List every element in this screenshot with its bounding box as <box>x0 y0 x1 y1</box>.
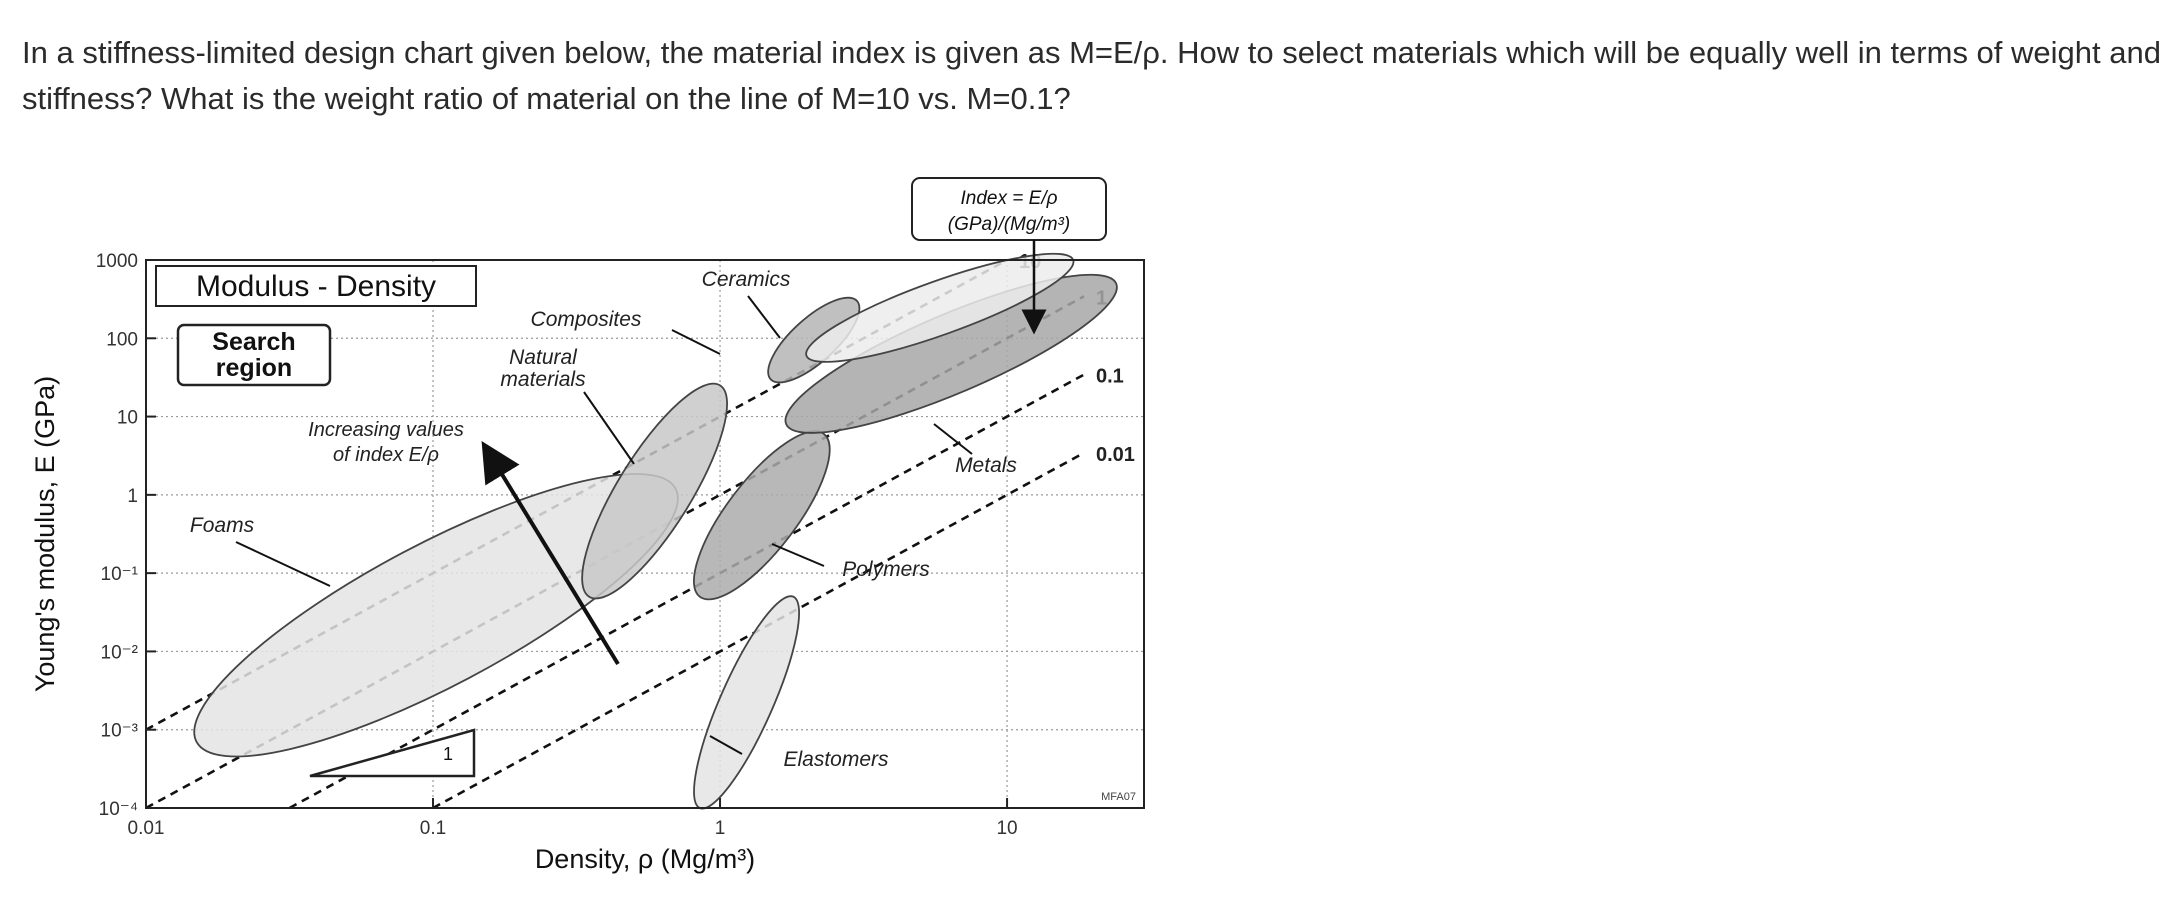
label-foams: Foams <box>189 514 255 537</box>
y-tick-label-5: 10⁻² <box>100 642 138 664</box>
search-region-line1: Search <box>212 328 296 356</box>
label-natural-line1: Natural <box>509 346 577 369</box>
slope-label: 1 <box>442 744 454 764</box>
index-line-label-0-01: 0.01 <box>1096 443 1135 466</box>
label-elastomers: Elastomers <box>783 748 889 771</box>
y-tick-label-0: 1000 <box>95 251 138 272</box>
index-line-label-0-1: 0.1 <box>1096 365 1124 388</box>
label-ceramics: Ceramics <box>701 268 791 291</box>
x-tick-label-10: 10 <box>996 818 1018 839</box>
label-composites: Composites <box>530 308 642 331</box>
label-metals: Metals <box>955 454 1017 477</box>
x-axis-label: Density, ρ (Mg/m³) <box>534 844 756 874</box>
x-tick-label-0-1: 0.1 <box>419 818 447 839</box>
watermark: MFA07 <box>1101 791 1136 803</box>
y-tick-label-4: 10⁻¹ <box>100 564 138 586</box>
y-tick-label-6: 10⁻³ <box>100 720 138 742</box>
y-tick-label-1: 100 <box>106 329 138 351</box>
index-box-line1: Index = E/ρ <box>960 188 1058 209</box>
y-tick-label-7: 10⁻⁴ <box>98 799 138 820</box>
search-region-line2: region <box>215 354 293 382</box>
x-tick-label-1: 1 <box>714 818 726 839</box>
x-tick-label-0-01: 0.01 <box>127 818 165 839</box>
y-axis-label: Young's modulus, E (GPa) <box>30 375 60 693</box>
chart-svg <box>20 170 1160 890</box>
modulus-density-chart <box>20 170 1160 890</box>
y-tick-label-2: 10 <box>116 407 138 429</box>
label-polymers: Polymers <box>842 558 930 581</box>
question-text: In a stiffness-limited design chart given below, the material index is given as M=E/ρ. How to select materials which will be equally well in terms of weight and stiffness? What is the weight ratio of material on the line of M=10 vs. M=0.1? <box>22 35 2161 116</box>
label-natural-line2: materials <box>500 368 586 391</box>
arrow-label-line2: of index E/ρ <box>333 444 439 466</box>
index-box-line2: (GPa)/(Mg/m³) <box>947 214 1071 235</box>
chart-title: Modulus - Density <box>195 270 437 303</box>
arrow-label-line1: Increasing values <box>308 419 464 441</box>
y-tick-label-3: 1 <box>127 485 138 507</box>
